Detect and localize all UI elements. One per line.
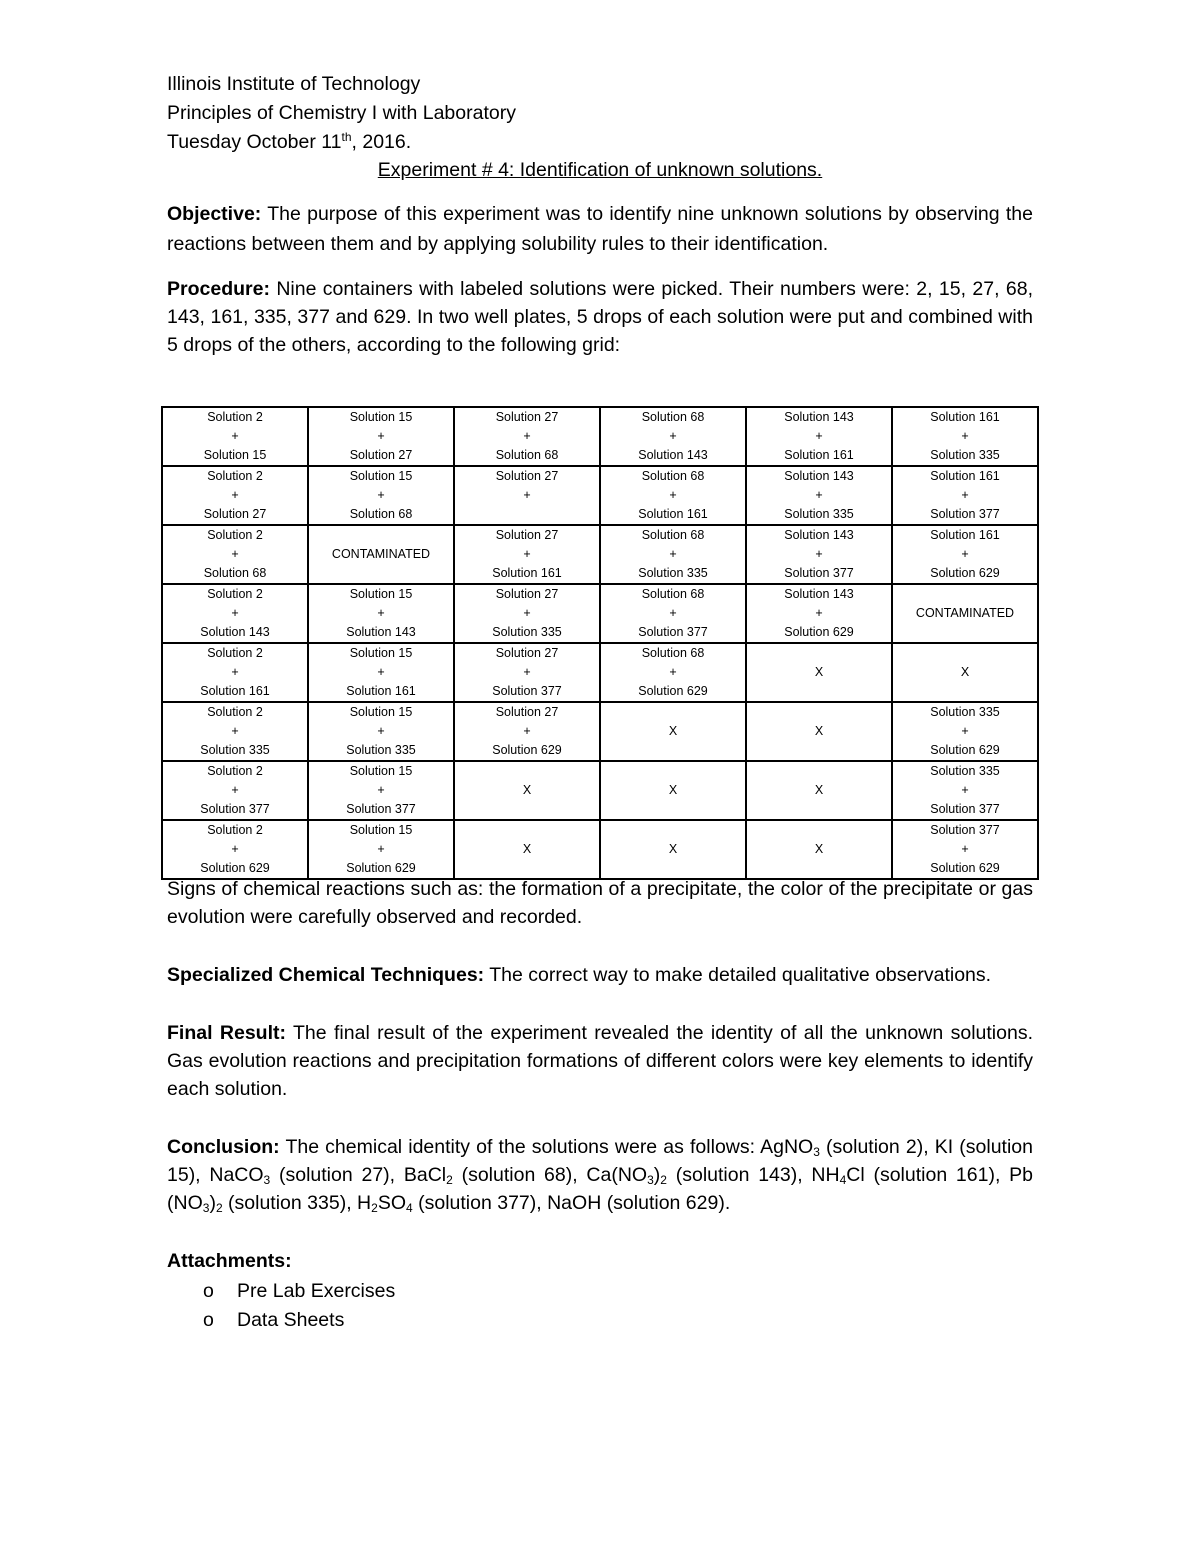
conclusion-sub-3: 2 (446, 1173, 453, 1187)
grid-cell-line: Solution 161 (784, 448, 854, 462)
conclusion-sub-5: 2 (660, 1173, 667, 1187)
grid-row (162, 407, 1038, 466)
grid-cell-line: Solution 15 (203, 448, 267, 462)
grid-cell (162, 643, 308, 702)
grid-cell (308, 407, 454, 466)
attachments-label: Attachments: (167, 1250, 292, 1272)
final-result-text: The final result of the experiment revealed the identity of all the unknown solutions. Gas evolution reactions and precipitation formations of different colors were key elements to identify each solution. (167, 1022, 1033, 1100)
grid-cell-line: + (669, 429, 677, 443)
grid-cell (892, 407, 1038, 466)
grid-cell-line: Solution 15 (349, 587, 413, 601)
grid-cell (162, 702, 308, 761)
grid-cell-line: + (231, 547, 239, 561)
grid-cell-line: Solution 335 (784, 507, 854, 521)
grid-cell-line: X (668, 842, 678, 856)
solution-grid (161, 406, 1039, 880)
grid-cell-line: Solution 15 (349, 646, 413, 660)
grid-cell (892, 525, 1038, 584)
conclusion-text-2: (solution 2), KI (solution 15), NaCO (167, 1136, 1034, 1186)
grid-row (162, 584, 1038, 643)
grid-cell-line: + (815, 429, 823, 443)
conclusion-text-1: The chemical identity of the solutions were as follows: AgNO (279, 1136, 814, 1158)
grid-cell-line: Solution 2 (207, 646, 263, 660)
grid-cell-line: Solution 2 (207, 469, 263, 483)
grid-cell-line: X (522, 783, 532, 797)
grid-cell-line: + (961, 547, 969, 561)
conclusion-sub-7: 3 (202, 1201, 210, 1215)
course-line: Principles of Chemistry I with Laboratory (167, 102, 516, 124)
grid-cell-line: Solution 143 (638, 448, 708, 462)
grid-cell-line: Solution 377 (930, 802, 1000, 816)
grid-cell (162, 820, 308, 879)
grid-cell-line: Solution 68 (203, 566, 267, 580)
bullet-icon: o (203, 1309, 214, 1331)
grid-cell-line: Solution 27 (495, 646, 559, 660)
conclusion-text-5: ) (653, 1164, 661, 1186)
grid-cell-line: + (231, 842, 239, 856)
grid-cell-line: + (231, 783, 239, 797)
grid-cell-line: Solution 629 (930, 566, 1000, 580)
grid-cell-line: Solution 143 (784, 528, 854, 542)
grid-cell-line (601, 800, 745, 819)
grid-cell-line (455, 762, 599, 781)
grid-cell-line: Solution 15 (349, 823, 413, 837)
grid-cell-line (601, 821, 745, 840)
grid-cell-line (747, 644, 891, 663)
grid-cell-line: + (231, 488, 239, 502)
grid-cell (454, 466, 600, 525)
conclusion-text-7: Cl (solution 161), Pb (NO (167, 1164, 1034, 1214)
grid-cell-line: + (377, 842, 385, 856)
techniques-label: Specialized Chemical Techniques: (167, 964, 485, 986)
grid-cell-line: Solution 377 (930, 823, 1000, 837)
date-prefix: Tuesday October 11 (167, 131, 342, 153)
grid-cell-line: Solution 377 (638, 625, 708, 639)
conclusion-sub-1: 3 (813, 1145, 820, 1159)
grid-cell-line: Solution 68 (641, 587, 705, 601)
grid-cell-line: Solution 161 (930, 528, 1000, 542)
signs-paragraph: Signs of chemical reactions such as: the formation of a precipitate, the color of the precipitate or gas evolution were carefully observed and recorded. (167, 878, 1033, 928)
grid-cell-line: + (961, 724, 969, 738)
attachment-item-label: Data Sheets (237, 1309, 345, 1331)
grid-cell-line: Solution 68 (349, 507, 413, 521)
conclusion-paragraph (167, 1133, 1033, 1217)
grid-cell (746, 643, 892, 702)
grid-cell (600, 761, 746, 820)
grid-cell-line: + (231, 429, 239, 443)
grid-cell-line: CONTAMINATED (915, 606, 1015, 620)
grid-cell-line: Solution 68 (641, 528, 705, 542)
conclusion-sub-9: 2 (371, 1201, 378, 1215)
grid-row (162, 466, 1038, 525)
grid-cell (454, 407, 600, 466)
objective-label: Objective: (167, 203, 262, 225)
techniques-text: The correct way to make detailed qualitative observations. (484, 964, 992, 986)
grid-cell-line: Solution 15 (349, 705, 413, 719)
conclusion-text-9: (solution 335), H (222, 1192, 372, 1214)
grid-cell-line: + (523, 429, 531, 443)
grid-cell-line: Solution 143 (784, 410, 854, 424)
grid-cell (892, 820, 1038, 879)
grid-cell-line: + (377, 783, 385, 797)
techniques-paragraph (167, 961, 1033, 989)
grid-cell (600, 820, 746, 879)
grid-cell-line: + (523, 724, 531, 738)
grid-cell (600, 584, 746, 643)
grid-cell (454, 820, 600, 879)
grid-cell-line (455, 800, 599, 819)
grid-cell-line (747, 741, 891, 760)
conclusion-text-8: ) (209, 1192, 216, 1214)
final-result-label: Final Result: (167, 1022, 286, 1044)
grid-cell (746, 702, 892, 761)
final-result-paragraph (167, 1019, 1033, 1103)
grid-cell-line: Solution 335 (638, 566, 708, 580)
grid-cell-line: + (669, 488, 677, 502)
grid-cell-line: + (523, 665, 531, 679)
grid-cell (308, 643, 454, 702)
grid-cell-line (601, 703, 745, 722)
grid-cell (892, 584, 1038, 643)
grid-cell-line: Solution 27 (349, 448, 413, 462)
grid-cell-line: + (669, 665, 677, 679)
grid-cell (308, 466, 454, 525)
grid-cell-line: Solution 161 (638, 507, 708, 521)
grid-cell (746, 466, 892, 525)
grid-cell (892, 466, 1038, 525)
grid-cell (454, 525, 600, 584)
grid-cell-line: + (231, 724, 239, 738)
grid-cell-line: Solution 68 (495, 448, 559, 462)
grid-cell-line: + (377, 665, 385, 679)
grid-cell-line: Solution 143 (784, 587, 854, 601)
document-page (167, 70, 1033, 359)
conclusion-sub-6: 4 (839, 1173, 847, 1187)
grid-cell-line: Solution 377 (492, 684, 562, 698)
grid-cell-line (747, 703, 891, 722)
grid-cell-line (893, 644, 1037, 663)
grid-cell-line: Solution 15 (349, 410, 413, 424)
grid-cell-line: + (961, 842, 969, 856)
grid-row (162, 761, 1038, 820)
date-sup: th (341, 130, 352, 144)
grid-cell-line (455, 821, 599, 840)
grid-cell-line: Solution 335 (930, 448, 1000, 462)
grid-cell-line: Solution 161 (930, 469, 1000, 483)
grid-cell-line: X (668, 783, 678, 797)
grid-cell-line: + (961, 429, 969, 443)
grid-cell-line: Solution 377 (784, 566, 854, 580)
grid-cell-line: Solution 15 (349, 764, 413, 778)
grid-cell-line (601, 741, 745, 760)
grid-cell (162, 584, 308, 643)
grid-cell-line (747, 800, 891, 819)
conclusion-text-10: SO (377, 1192, 406, 1214)
grid-cell-line: + (523, 547, 531, 561)
grid-cell-line: Solution 377 (930, 507, 1000, 521)
grid-cell-line: X (522, 842, 532, 856)
grid-cell-line: + (377, 488, 385, 502)
grid-cell-line: Solution 68 (641, 646, 705, 660)
grid-cell-line: Solution 27 (495, 469, 559, 483)
grid-cell-line: Solution 143 (784, 469, 854, 483)
grid-cell-line: X (814, 842, 824, 856)
grid-cell-line: Solution 143 (346, 625, 416, 639)
conclusion-sub-10: 4 (406, 1201, 413, 1215)
grid-cell-line: + (669, 606, 677, 620)
grid-cell (454, 584, 600, 643)
grid-cell-line: Solution 143 (200, 625, 270, 639)
grid-cell-line: + (377, 724, 385, 738)
grid-cell-line: + (377, 429, 385, 443)
grid-cell (746, 820, 892, 879)
grid-cell-line: Solution 27 (203, 507, 267, 521)
grid-cell-line (309, 564, 453, 583)
grid-cell-line: Solution 2 (207, 764, 263, 778)
attachment-item-label: Pre Lab Exercises (237, 1279, 396, 1302)
document-lower (167, 875, 1033, 1336)
grid-cell-line: Solution 161 (200, 684, 270, 698)
grid-cell (600, 407, 746, 466)
attachment-item (167, 1306, 1033, 1336)
conclusion-text-4: (solution 68), Ca(NO (452, 1164, 648, 1186)
grid-cell-line: + (231, 665, 239, 679)
grid-cell-line: Solution 629 (930, 743, 1000, 757)
grid-cell-line: Solution 161 (346, 684, 416, 698)
grid-cell-line: Solution 27 (495, 410, 559, 424)
grid-cell (600, 702, 746, 761)
grid-cell-line: Solution 27 (495, 705, 559, 719)
grid-cell-line: Solution 161 (930, 410, 1000, 424)
grid-cell-line: Solution 377 (200, 802, 270, 816)
grid-cell-line: Solution 68 (641, 469, 705, 483)
objective-paragraph (167, 200, 1033, 259)
grid-cell-line: Solution 629 (930, 861, 1000, 875)
grid-cell-line: X (814, 665, 824, 679)
grid-cell-line: + (961, 488, 969, 502)
grid-cell-line: + (231, 606, 239, 620)
grid-cell-line (893, 682, 1037, 701)
institution-line: Illinois Institute of Technology (167, 73, 421, 95)
grid-cell (746, 407, 892, 466)
grid-cell (162, 761, 308, 820)
experiment-title: Experiment # 4: Identification of unknown solutions. (377, 159, 823, 181)
attachments-list (167, 1277, 1033, 1336)
procedure-text: Nine containers with labeled solutions were picked. Their numbers were: 2, 15, 27, 68, 143, 161, 335, 377 and 629. In two well plates, 5 drops of each solution were put and combined with 5 drops of the others, according to the following grid: (167, 278, 1033, 356)
grid-cell-line: Solution 2 (207, 410, 263, 424)
grid-cell (162, 525, 308, 584)
grid-cell (746, 525, 892, 584)
grid-cell (454, 702, 600, 761)
conclusion-text-11: (solution 377), NaOH (solution 629). (412, 1192, 731, 1214)
objective-text: The purpose of this experiment was to identify nine unknown solutions by observing the reactions between them and by applying solubility rules to their identification. (167, 203, 1033, 255)
conclusion-label: Conclusion: (167, 1136, 280, 1158)
grid-row (162, 820, 1038, 879)
grid-cell-line: Solution 27 (495, 587, 559, 601)
grid-cell (892, 761, 1038, 820)
grid-cell (308, 525, 454, 584)
grid-cell-line: Solution 629 (346, 861, 416, 875)
grid-cell-line: X (814, 724, 824, 738)
grid-cell-line: Solution 27 (495, 528, 559, 542)
grid-cell-line (893, 585, 1037, 604)
grid-cell-line: Solution 335 (930, 705, 1000, 719)
grid-cell-line (893, 623, 1037, 642)
grid-cell-line: X (814, 783, 824, 797)
grid-cell-line: Solution 629 (638, 684, 708, 698)
grid-cell-line (747, 762, 891, 781)
grid-cell-line: Solution 629 (784, 625, 854, 639)
grid-cell (308, 584, 454, 643)
grid-cell-line: Solution 68 (641, 410, 705, 424)
grid-row (162, 525, 1038, 584)
grid-cell-line: CONTAMINATED (331, 547, 431, 561)
grid-cell-line: Solution 2 (207, 528, 263, 542)
grid-cell-line: X (668, 724, 678, 738)
grid-cell-line: Solution 335 (930, 764, 1000, 778)
conclusion-text-6: (solution 143), NH (666, 1164, 840, 1186)
grid-cell-line (601, 762, 745, 781)
grid-cell (600, 525, 746, 584)
grid-cell (308, 702, 454, 761)
grid-cell (600, 466, 746, 525)
conclusion-sub-2: 3 (263, 1173, 271, 1187)
grid-cell (892, 702, 1038, 761)
grid-cell-line: + (377, 606, 385, 620)
grid-cell-line (747, 821, 891, 840)
grid-cell-line: Solution 15 (349, 469, 413, 483)
grid-cell-line: + (523, 606, 531, 620)
conclusion-sub-4: 3 (647, 1173, 654, 1187)
grid-cell-line: Solution 2 (207, 823, 263, 837)
grid-cell-line (455, 505, 599, 524)
grid-cell-line: + (961, 783, 969, 797)
grid-cell-line: Solution 2 (207, 587, 263, 601)
grid-cell (600, 643, 746, 702)
attachments-heading (167, 1247, 1033, 1277)
date-line (167, 128, 1033, 157)
grid-cell (454, 643, 600, 702)
grid-cell (308, 761, 454, 820)
grid-cell (454, 761, 600, 820)
grid-cell-line: Solution 629 (200, 861, 270, 875)
grid-cell (892, 643, 1038, 702)
grid-cell-line: Solution 335 (200, 743, 270, 757)
date-suffix: , 2016. (351, 131, 412, 153)
grid-cell (746, 761, 892, 820)
grid-row (162, 702, 1038, 761)
grid-cell-line: X (960, 665, 970, 679)
grid-cell-line: + (523, 488, 531, 502)
grid-cell-line: Solution 161 (492, 566, 562, 580)
attachment-item (167, 1277, 1033, 1307)
grid-cell-line (747, 682, 891, 701)
grid-cell (162, 407, 308, 466)
bullet-icon: o (203, 1279, 214, 1302)
grid-cell-line: Solution 335 (346, 743, 416, 757)
grid-cell-line: Solution 335 (492, 625, 562, 639)
grid-cell-line: + (815, 488, 823, 502)
grid-cell-line: + (815, 606, 823, 620)
grid-cell-line: + (669, 547, 677, 561)
grid-cell-line: Solution 629 (492, 743, 562, 757)
grid-cell (746, 584, 892, 643)
grid-cell (162, 466, 308, 525)
procedure-label: Procedure: (167, 278, 270, 300)
grid-cell-line: Solution 2 (207, 705, 263, 719)
grid-cell (308, 820, 454, 879)
grid-cell-line: + (815, 547, 823, 561)
procedure-paragraph (167, 275, 1033, 359)
conclusion-text-3: (solution 27), BaCl (270, 1164, 447, 1186)
grid-row (162, 643, 1038, 702)
grid-cell-line: Solution 377 (346, 802, 416, 816)
conclusion-sub-8: 2 (215, 1201, 223, 1215)
grid-cell-line (309, 526, 453, 545)
